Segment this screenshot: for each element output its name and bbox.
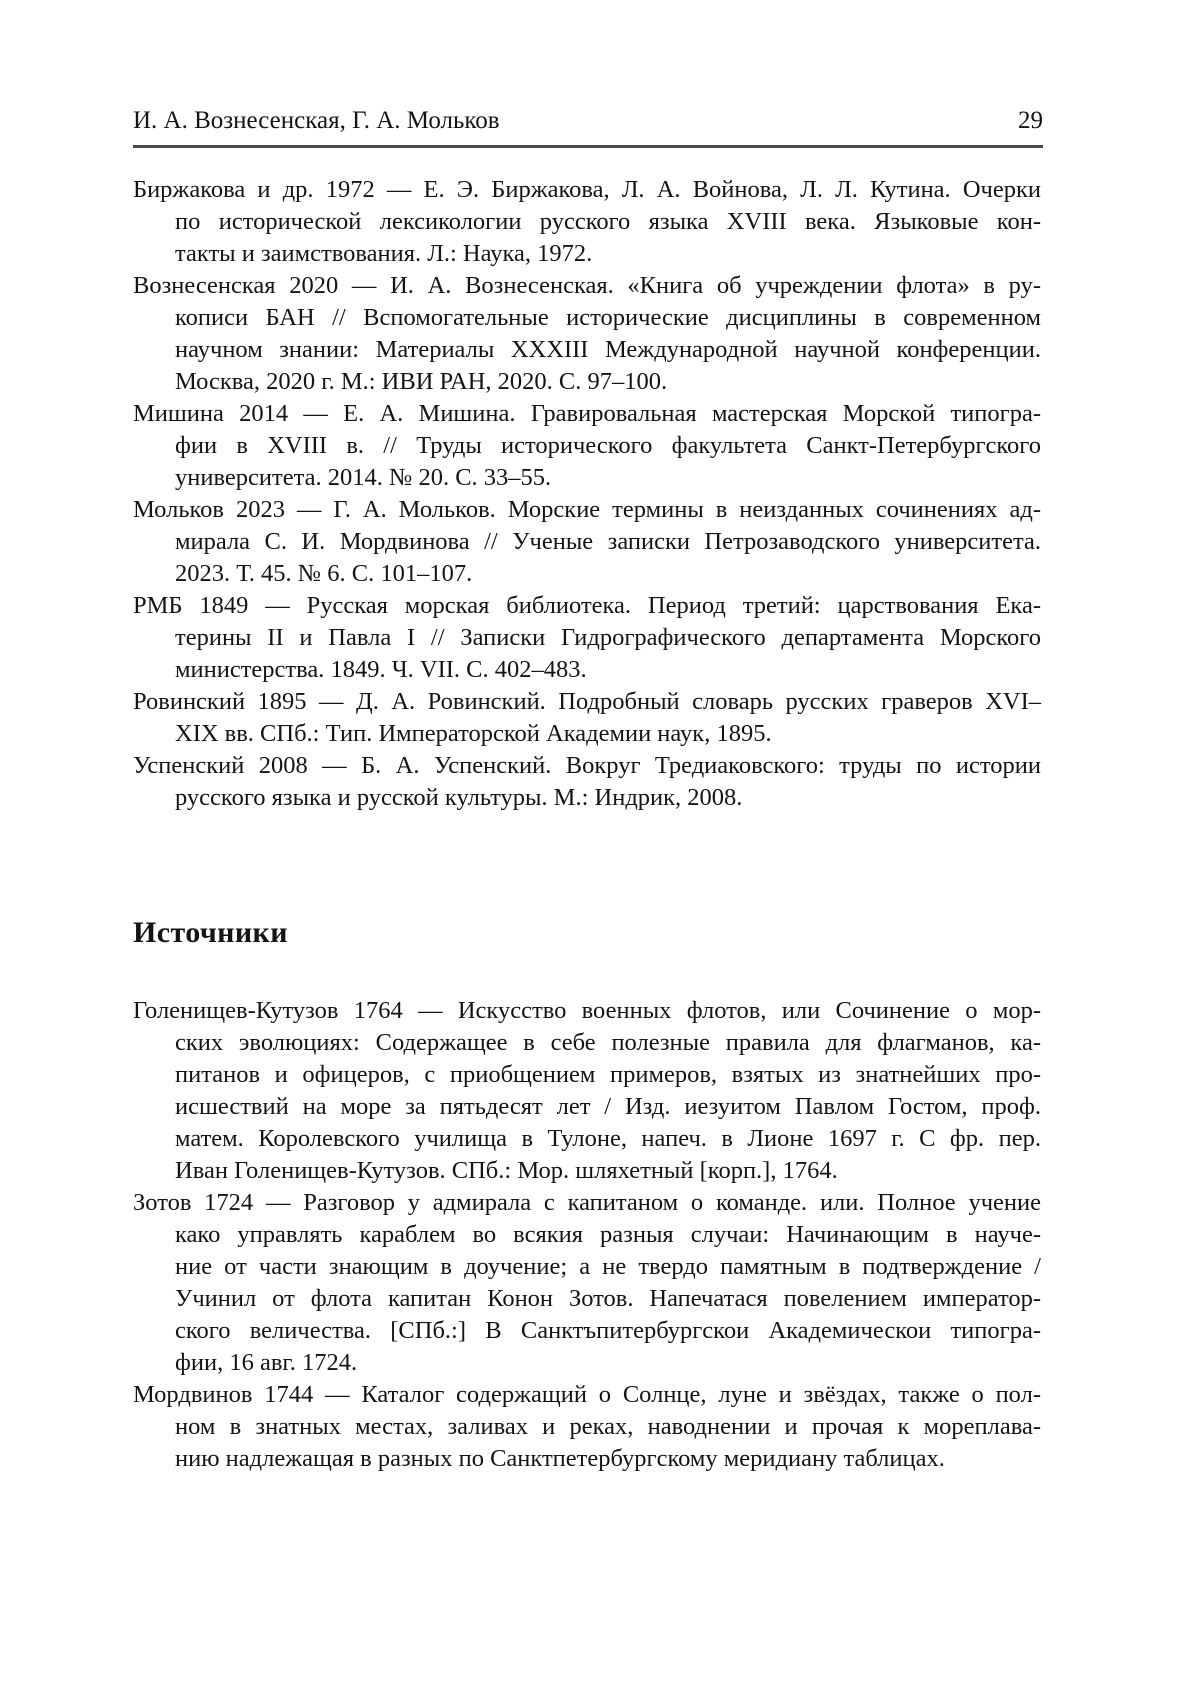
reference-line: ских эволюциях: Содержащее в себе полезные правила для флагманов, ка-: [175, 1029, 1041, 1056]
reference-line: Голенищев-Кутузов 1764 — Искусство военных флотов, или Сочинение о мор-: [133, 997, 1041, 1024]
running-header-authors: И. А. Вознесенская, Г. А. Мольков: [133, 107, 500, 134]
reference-line: Москва, 2020 г. М.: ИВИ РАН, 2020. С. 97–100.: [175, 368, 668, 395]
reference-entry: [133, 750, 1041, 814]
reference-line: Иван Голенищев-Кутузов. СПб.: Мор. шляхетный [корп.], 1764.: [175, 1157, 838, 1184]
reference-entry: [133, 1379, 1041, 1475]
reference-line: 2023. Т. 45. № 6. С. 101–107.: [175, 560, 473, 587]
reference-line: Вознесенская 2020 — И. А. Вознесенская. «Книга об учреждении флота» в ру-: [133, 272, 1041, 299]
reference-line: ние от части знающим в доучение; а не твердо памятным в подтверждение /: [175, 1253, 1041, 1280]
reference-line: терины II и Павла I // Записки Гидрографического департамента Морского: [175, 624, 1041, 651]
running-header: [133, 106, 1043, 136]
reference-entry: [133, 398, 1041, 494]
sources-list: [133, 995, 1041, 1475]
reference-line: исшествий на море за пятьдесят лет / Изд. иезуитом Павлом Гостом, проф.: [175, 1093, 1041, 1120]
reference-line: Биржакова и др. 1972 — Е. Э. Биржакова, Л. А. Войнова, Л. Л. Кутина. Очерки: [133, 176, 1041, 203]
reference-entry: [133, 270, 1041, 398]
reference-entry: [133, 686, 1041, 750]
reference-line: Мордвинов 1744 — Каталог содержащий о Солнце, луне и звёздах, также о пол-: [133, 1381, 1041, 1408]
reference-entry: [133, 1187, 1041, 1379]
reference-line: университета. 2014. № 20. С. 33–55.: [175, 464, 552, 491]
reference-line: такты и заимствования. Л.: Наука, 1972.: [175, 240, 593, 267]
reference-line: Учинил от флота капитан Конон Зотов. Напечатася повелением император-: [175, 1285, 1041, 1312]
reference-line: питанов и офицеров, с приобщением примеров, взятых из знатнейших про-: [175, 1061, 1041, 1088]
reference-line: Ровинский 1895 — Д. А. Ровинский. Подробный словарь русских граверов XVI–: [133, 688, 1041, 715]
reference-line: нию надлежащая в разных по Санктпетербургскому меридиану таблицах.: [175, 1445, 945, 1472]
reference-line: РМБ 1849 — Русская морская библиотека. Период третий: царствования Ека-: [133, 592, 1041, 619]
reference-line: министерства. 1849. Ч. VII. С. 402–483.: [175, 656, 587, 683]
header-rule: [133, 145, 1043, 148]
reference-line: Успенский 2008 — Б. А. Успенский. Вокруг Тредиаковского: труды по истории: [133, 752, 1041, 779]
reference-line: по исторической лексикологии русского языка XVIII века. Языковые кон-: [175, 208, 1041, 235]
reference-line: Мольков 2023 — Г. А. Мольков. Морские термины в неизданных сочинениях ад-: [133, 496, 1041, 523]
reference-line: ном в знатных местах, заливах и реках, наводнении и прочая к мореплава-: [175, 1413, 1041, 1440]
reference-line: мирала С. И. Мордвинова // Ученые записки Петрозаводского университета.: [175, 528, 1041, 555]
bibliography-list: [133, 174, 1041, 814]
reference-line: научном знании: Материалы XXXIII Международной научной конференции.: [175, 336, 1041, 363]
reference-line: ского величества. [СПб.:] В Санктъпитербургскои Академическои типогра-: [175, 1317, 1041, 1344]
reference-line: матем. Королевского училища в Тулоне, напеч. в Лионе 1697 г. С фр. пер.: [175, 1125, 1041, 1152]
page-number: 29: [1018, 107, 1043, 134]
reference-line: како управлять караблем во всякия разныя случаи: Начинающим в науче-: [175, 1221, 1041, 1248]
reference-line: кописи БАН // Вспомогательные исторические дисциплины в современном: [175, 304, 1041, 331]
reference-entry: [133, 174, 1041, 270]
reference-line: русского языка и русской культуры. М.: Индрик, 2008.: [175, 784, 743, 811]
reference-line: Зотов 1724 — Разговор у адмирала с капитаном о команде. или. Полное учение: [133, 1189, 1041, 1216]
reference-entry: [133, 995, 1041, 1187]
reference-entry: [133, 590, 1041, 686]
reference-line: Мишина 2014 — Е. А. Мишина. Гравировальная мастерская Морской типогра-: [133, 400, 1041, 427]
sources-section-heading: Источники: [133, 916, 288, 949]
reference-line: XIX вв. СПб.: Тип. Императорской Академии наук, 1895.: [175, 720, 772, 747]
reference-entry: [133, 494, 1041, 590]
reference-line: фии, 16 авг. 1724.: [175, 1349, 358, 1376]
reference-line: фии в XVIII в. // Труды исторического факультета Санкт-Петербургского: [175, 432, 1041, 459]
